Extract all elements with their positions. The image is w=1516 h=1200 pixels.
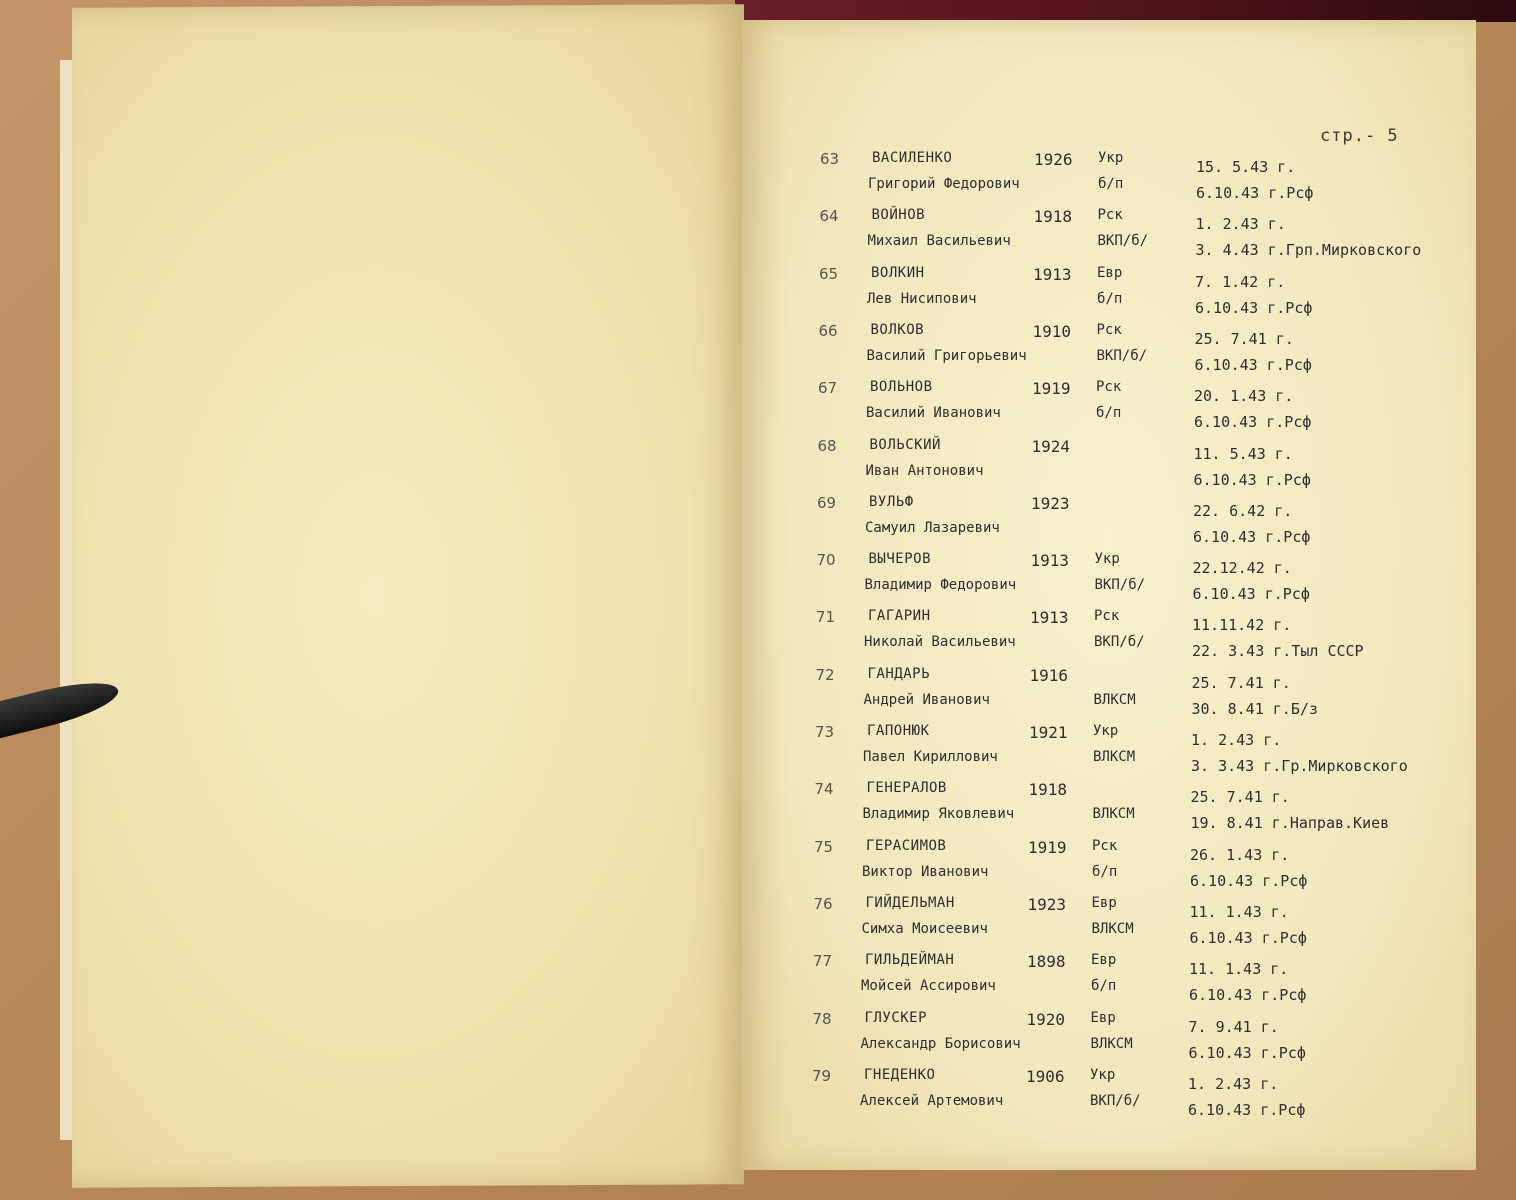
given-name: Александр Борисович: [860, 1035, 1021, 1052]
party: б/п: [1091, 978, 1117, 995]
date-left: 6.10.43 г.Рсф: [1188, 1043, 1306, 1062]
page-number: стр.- 5: [1320, 126, 1399, 146]
surname: ВОЙНОВ: [871, 207, 926, 224]
nationality: Укр: [1098, 150, 1124, 166]
birth-year: 1913: [1030, 551, 1070, 571]
date-joined: 7. 1.42 г.: [1195, 272, 1286, 291]
party: ВКП/б/: [1090, 1092, 1141, 1109]
entry-number: 77: [813, 952, 833, 971]
entry-number: 76: [813, 894, 833, 913]
nationality: Евр: [1091, 894, 1117, 911]
entry-number: 72: [815, 665, 835, 684]
list-item: [0, 265, 1516, 323]
entry-number: 68: [817, 436, 837, 455]
entry-number: 66: [818, 321, 838, 340]
surname: ГИЙДЕЛЬМАН: [865, 894, 955, 911]
date-left: 6.10.43 г.Рсф: [1192, 585, 1310, 604]
surname: ВЫЧЕРОВ: [868, 551, 932, 568]
date-joined: 22.12.42 г.: [1192, 559, 1292, 578]
entry-number: 78: [812, 1009, 832, 1028]
given-name: Иван Антонович: [865, 462, 984, 479]
date-joined: 1. 2.43 г.: [1195, 215, 1286, 234]
entry-number: 65: [819, 264, 839, 283]
surname: ВАСИЛЕНКО: [872, 150, 953, 166]
date-joined: 25. 7.41 г.: [1191, 673, 1291, 692]
list-item: [0, 838, 1516, 896]
nationality: Рск: [1094, 608, 1120, 625]
birth-year: 1916: [1029, 665, 1069, 685]
birth-year: 1910: [1032, 321, 1072, 341]
birth-year: 1913: [1033, 264, 1072, 284]
date-left: 6.10.43 г.Рсф: [1193, 527, 1311, 546]
given-name: Павел Кириллович: [863, 749, 998, 765]
nationality: Укр: [1093, 723, 1119, 739]
surname: ВОЛКОВ: [870, 321, 925, 338]
nationality: Евр: [1090, 1009, 1116, 1026]
book-spine: [735, 0, 1516, 22]
nationality: Рск: [1096, 379, 1122, 396]
birth-year: 1898: [1027, 952, 1066, 972]
date-joined: 11.11.42 г.: [1192, 616, 1292, 635]
surname: ГИЛЬДЕЙМАН: [865, 952, 955, 969]
birth-year: 1920: [1026, 1009, 1066, 1029]
party: ВКП/б/: [1096, 347, 1148, 364]
list-item: [0, 666, 1516, 724]
entry-number: 79: [812, 1066, 832, 1085]
list-item: [0, 207, 1516, 265]
given-name: Николай Васильевич: [864, 634, 1016, 651]
given-name: Самуил Лазаревич: [865, 519, 1000, 536]
given-name: Симха Моисеевич: [861, 920, 988, 937]
given-name: Алексей Артемович: [860, 1092, 1004, 1109]
date-left: 6.10.43 г.Рсф: [1188, 1100, 1306, 1119]
date-left: 6.10.43 г.Рсф: [1190, 871, 1308, 890]
birth-year: 1919: [1032, 379, 1071, 399]
date-joined: 20. 1.43 г.: [1194, 387, 1294, 406]
date-left: 6.10.43 г.Рсф: [1194, 413, 1312, 432]
entry-number: 71: [816, 608, 836, 627]
birth-year: 1906: [1026, 1066, 1065, 1086]
surname: ВОЛКИН: [871, 264, 925, 281]
date-left: 30. 8.41 г.Б/з: [1191, 699, 1318, 718]
party: ВКП/б/: [1094, 577, 1146, 594]
date-joined: 11. 1.43 г.: [1189, 902, 1289, 921]
birth-year: 1924: [1031, 436, 1071, 456]
party: ВЛКСМ: [1090, 1035, 1133, 1052]
birth-year: 1918: [1028, 780, 1068, 800]
birth-year: 1921: [1029, 723, 1068, 742]
given-name: Владимир Федорович: [864, 577, 1017, 594]
entry-number: 64: [819, 207, 839, 226]
list-item: [0, 895, 1516, 953]
date-left: 6.10.43 г.Рсф: [1189, 928, 1307, 947]
surname: ГНЕДЕНКО: [864, 1066, 936, 1083]
given-name: Василий Григорьевич: [866, 347, 1027, 364]
date-joined: 1. 2.43 г.: [1191, 731, 1282, 749]
party: б/п: [1096, 405, 1122, 422]
date-joined: 25. 7.41 г.: [1194, 329, 1294, 348]
given-name: Андрей Иванович: [863, 691, 990, 708]
surname: ГЕНЕРАЛОВ: [866, 780, 947, 797]
list-item: [0, 1067, 1516, 1125]
given-name: Василий Иванович: [866, 405, 1001, 422]
birth-year: 1919: [1028, 837, 1067, 857]
surname: ГЛУСКЕР: [864, 1009, 928, 1026]
nationality: Евр: [1097, 264, 1123, 281]
nationality: Укр: [1090, 1066, 1116, 1083]
entry-number: 63: [820, 150, 840, 168]
party: ВЛКСМ: [1092, 806, 1135, 823]
birth-year: 1918: [1033, 207, 1073, 227]
given-name: Михаил Васильевич: [867, 233, 1011, 250]
date-joined: 1. 2.43 г.: [1188, 1074, 1279, 1093]
date-joined: 11. 1.43 г.: [1189, 960, 1289, 979]
birth-year: 1923: [1027, 894, 1067, 914]
party: ВЛКСМ: [1091, 920, 1134, 937]
date-joined: 11. 5.43 г.: [1193, 444, 1293, 463]
nationality: Рск: [1096, 321, 1122, 338]
entry-number: 69: [817, 493, 837, 512]
date-joined: 25. 7.41 г.: [1190, 788, 1290, 807]
party: ВКП/б/: [1094, 634, 1145, 651]
party: б/п: [1092, 863, 1118, 880]
list-item: [0, 952, 1516, 1010]
date-left: 6.10.43 г.Рсф: [1193, 470, 1311, 489]
entry-number: 67: [818, 379, 838, 398]
date-left: 6.10.43 г.Рсф: [1189, 986, 1307, 1005]
surname: ГАНДАРЬ: [867, 665, 931, 682]
party: ВЛКСМ: [1093, 691, 1136, 708]
date-left: 6.10.43 г.Рсф: [1195, 298, 1313, 317]
date-left: 22. 3.43 г.Тыл СССР: [1192, 642, 1364, 661]
nationality: Рск: [1092, 837, 1118, 854]
entry-number: 74: [814, 780, 834, 799]
date-left: 3. 3.43 г.Гр.Мирковского: [1191, 757, 1408, 775]
birth-year: 1926: [1034, 150, 1073, 169]
date-joined: 26. 1.43 г.: [1190, 845, 1290, 864]
date-left: 19. 8.41 г.Направ.Киев: [1190, 814, 1390, 833]
entry-number: 70: [816, 551, 836, 570]
list-item: [0, 608, 1516, 666]
list-item: [0, 494, 1516, 552]
list-item: [0, 723, 1516, 781]
date-joined: 22. 6.42 г.: [1193, 501, 1293, 520]
party: ВКП/б/: [1097, 233, 1149, 250]
date-joined: 7. 9.41 г.: [1188, 1017, 1279, 1036]
given-name: Мойсей Ассирович: [861, 978, 996, 995]
party: б/п: [1097, 290, 1123, 307]
list-item: [0, 551, 1516, 609]
given-name: Григорий Федорович: [868, 176, 1020, 192]
date-joined: 15. 5.43 г.: [1196, 158, 1296, 176]
nationality: Рск: [1097, 207, 1123, 224]
birth-year: 1923: [1031, 493, 1070, 513]
list-item: [0, 322, 1516, 380]
entry-number: 75: [814, 837, 834, 856]
surname: ГАПОНЮК: [867, 723, 930, 739]
given-name: Виктор Иванович: [862, 863, 989, 880]
nationality: Евр: [1091, 952, 1117, 969]
date-left: 3. 4.43 г.Грп.Мирковского: [1195, 241, 1422, 260]
date-left: 6.10.43 г.Рсф: [1196, 184, 1314, 202]
birth-year: 1913: [1030, 608, 1069, 628]
surname: ГЕРАСИМОВ: [866, 837, 947, 854]
party: ВЛКСМ: [1093, 749, 1136, 765]
surname: ВОЛЬСКИЙ: [869, 436, 941, 453]
party: б/п: [1098, 176, 1124, 192]
given-name: Владимир Яковлевич: [862, 806, 1015, 823]
surname: ВОЛЬНОВ: [870, 379, 933, 396]
list-item: [0, 780, 1516, 838]
surname: ГАГАРИН: [868, 608, 931, 625]
list-item: [0, 379, 1516, 437]
entry-number: 73: [815, 723, 835, 741]
list-item: [0, 150, 1516, 208]
nationality: Укр: [1094, 551, 1120, 568]
list-item: [0, 437, 1516, 495]
date-left: 6.10.43 г.Рсф: [1194, 355, 1312, 374]
given-name: Лев Нисипович: [867, 290, 977, 307]
surname: ВУЛЬФ: [869, 493, 914, 510]
list-item: [0, 1010, 1516, 1068]
